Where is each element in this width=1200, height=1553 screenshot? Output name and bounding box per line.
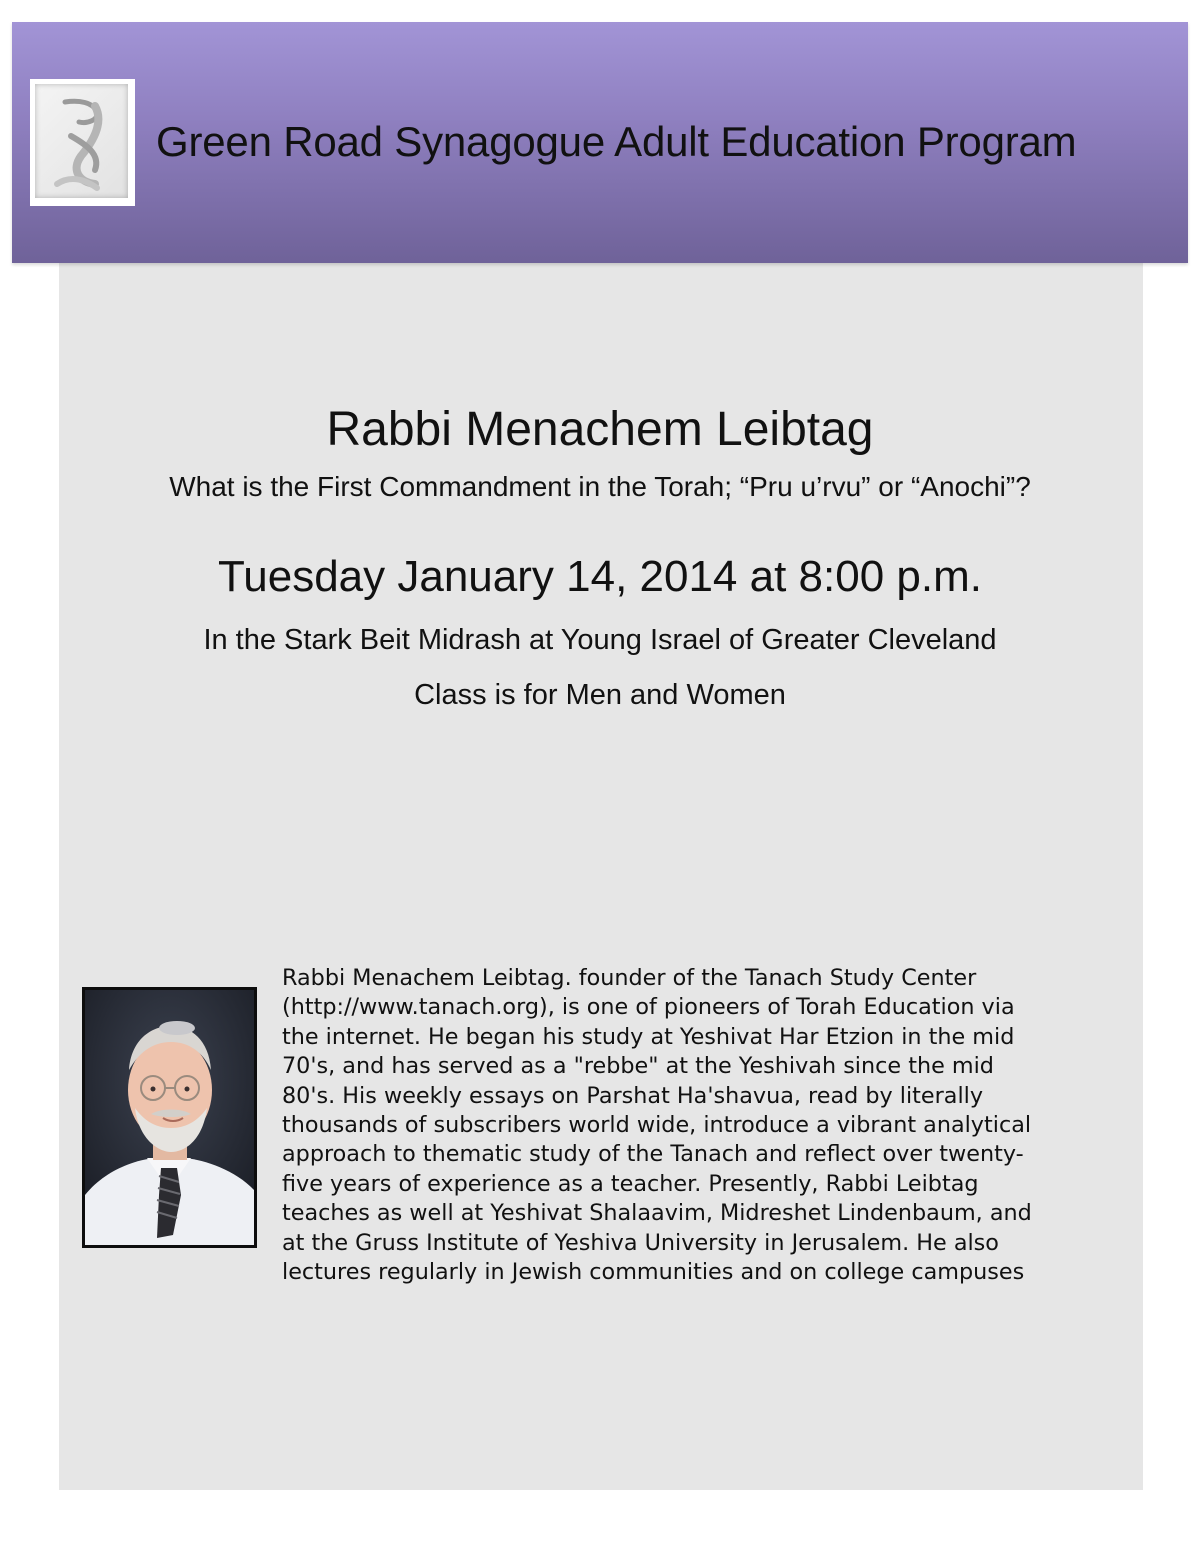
speaker-name: Rabbi Menachem Leibtag <box>326 403 874 456</box>
bio-line: (http://www.tanach.org), is one of pioneers of Torah Education via <box>282 994 1015 1021</box>
bio-line: lectures regularly in Jewish communities and on college campuses <box>282 1259 1025 1286</box>
program-title: Green Road Synagogue Adult Education Program <box>156 118 1077 165</box>
logo-frame <box>35 84 128 198</box>
lecture-topic: What is the First Commandment in the Torah; “Pru u’rvu” or “Anochi”? <box>169 471 1031 502</box>
synagogue-logo <box>30 79 135 206</box>
event-location: In the Stark Beit Midrash at Young Israel of Greater Cleveland <box>203 624 997 656</box>
bio-line: teaches as well at Yeshivat Shalaavim, Midreshet Lindenbaum, and <box>282 1200 1032 1227</box>
bio-line: 70's, and has served as a "rebbe" at the Yeshivah since the mid <box>282 1053 994 1080</box>
bio-line: five years of experience as a teacher. Presently, Rabbi Leibtag <box>282 1170 979 1197</box>
bio-line: the internet. He began his study at Yeshivat Har Etzion in the mid <box>282 1023 1015 1050</box>
bio-line: at the Gruss Institute of Yeshiva University in Jerusalem. He also <box>282 1229 999 1256</box>
speaker-photo <box>82 987 257 1248</box>
speaker-bio <box>282 964 1094 1287</box>
bio-line: Rabbi Menachem Leibtag. founder of the Tanach Study Center <box>282 965 977 991</box>
bio-line: thousands of subscribers world wide, introduce a vibrant analytical <box>282 1112 1032 1139</box>
bio-line: 80's. His weekly essays on Parshat Ha'shavua, read by literally <box>282 1082 984 1109</box>
event-audience: Class is for Men and Women <box>414 679 786 711</box>
logo-mark-icon <box>35 84 128 198</box>
speaker-portrait <box>85 990 254 1245</box>
event-datetime: Tuesday January 14, 2014 at 8:00 p.m. <box>218 552 982 601</box>
bio-line: approach to thematic study of the Tanach and reflect over twenty- <box>282 1141 1024 1168</box>
